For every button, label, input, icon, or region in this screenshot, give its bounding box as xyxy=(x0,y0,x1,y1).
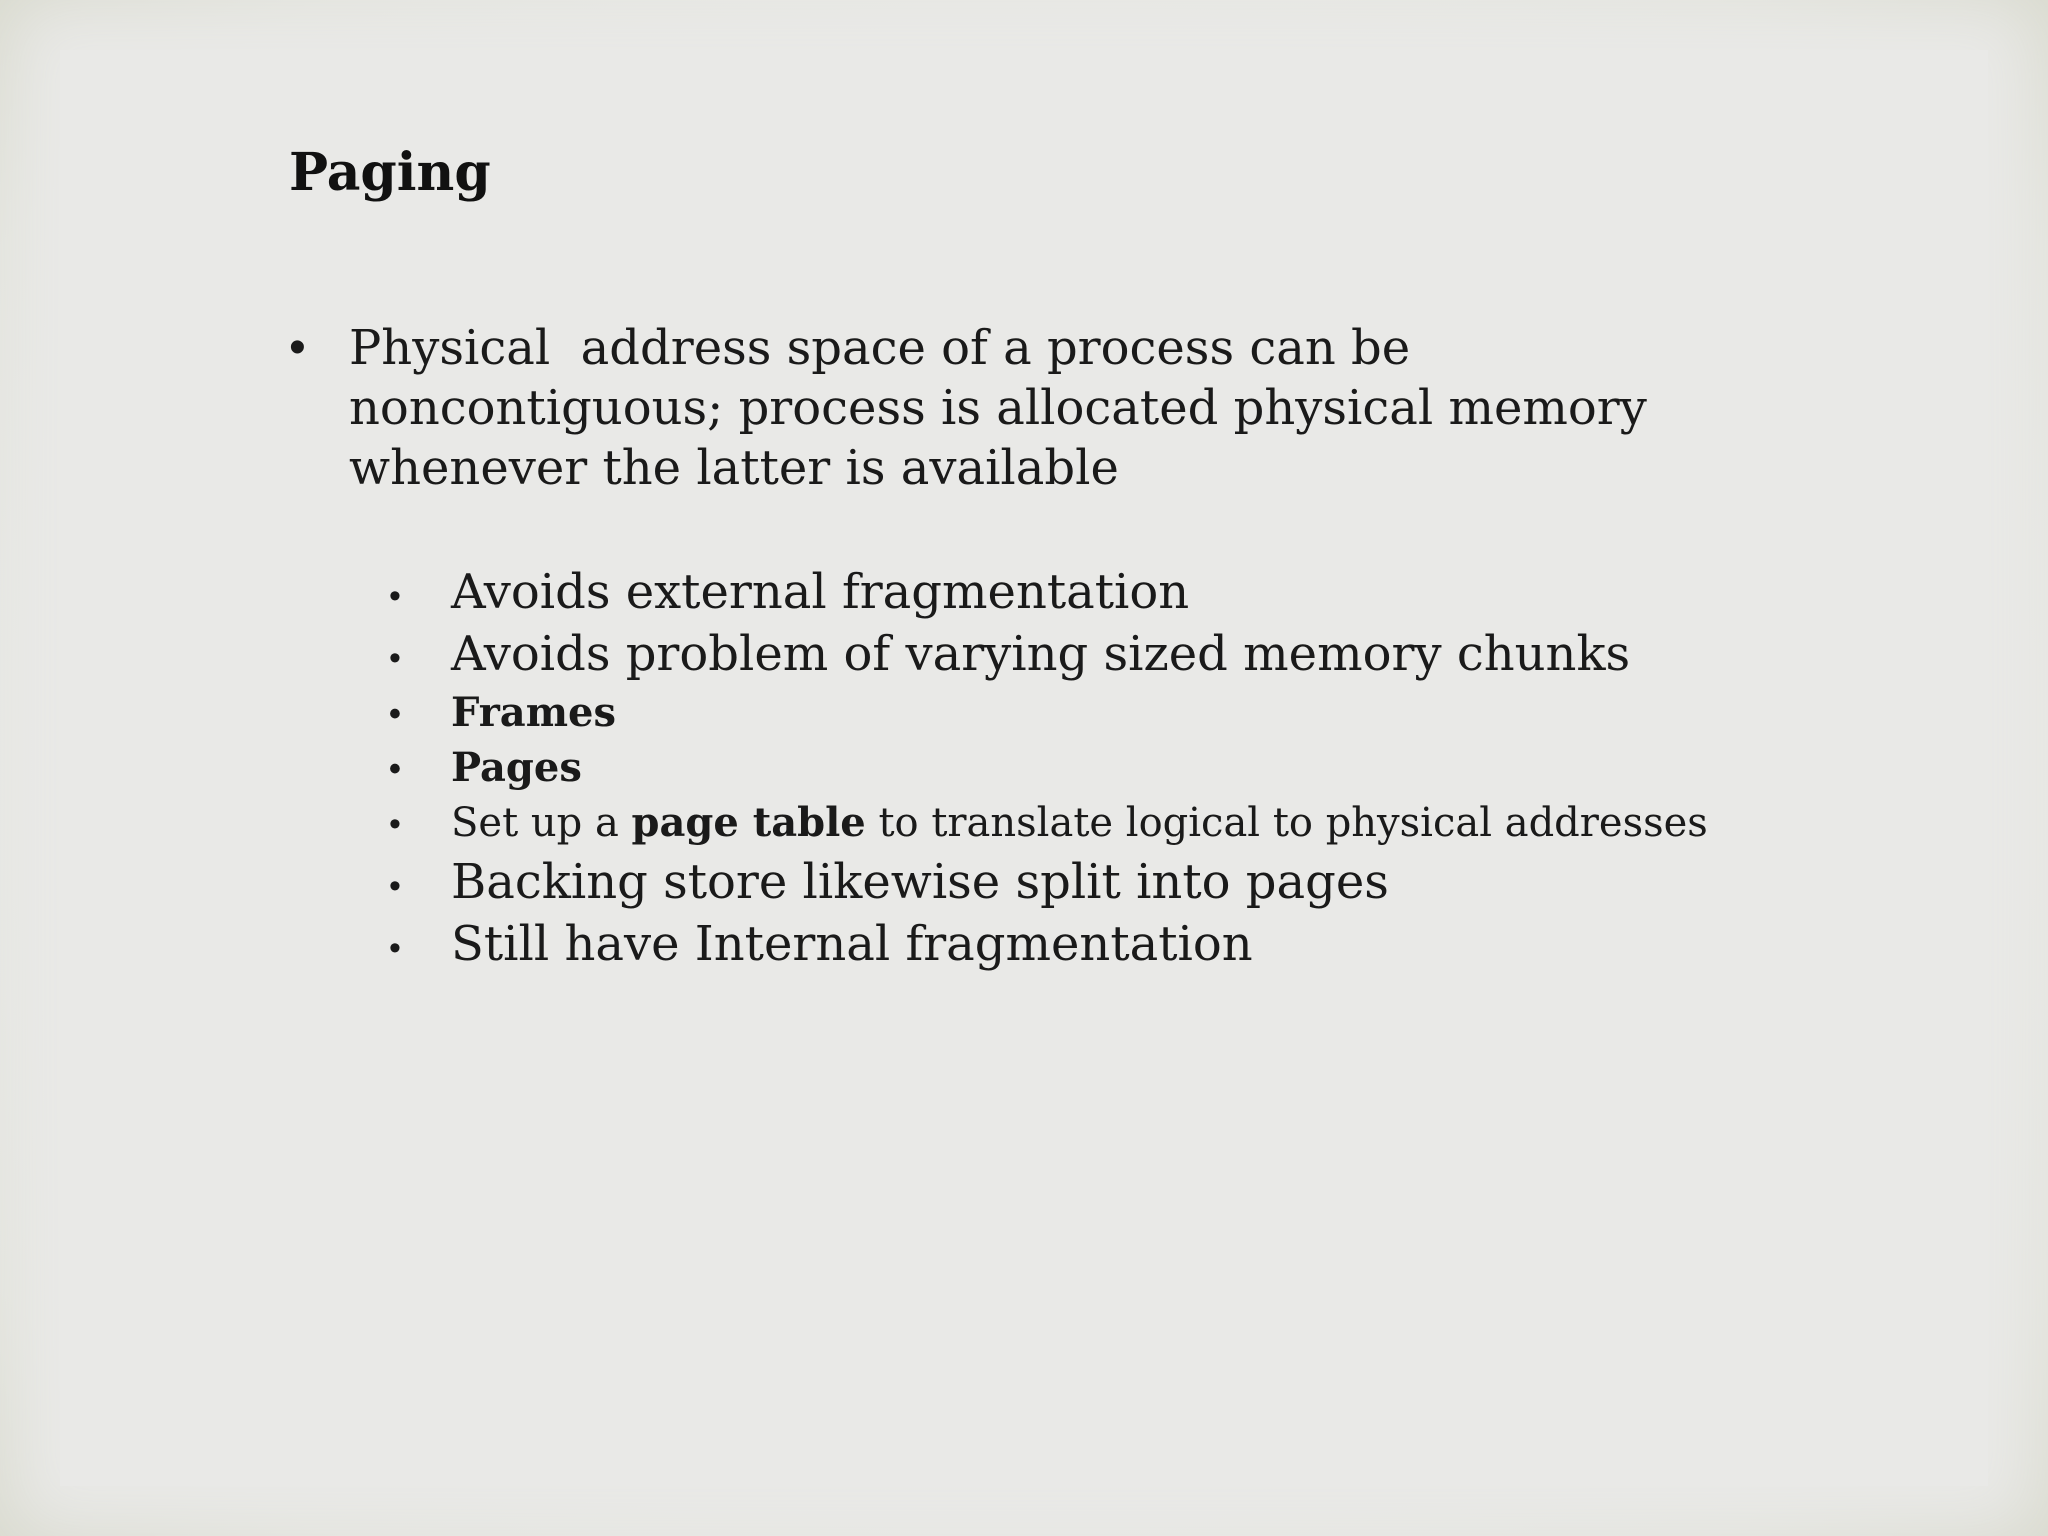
bullet-marker: • xyxy=(389,695,401,733)
sub-bullet-item xyxy=(389,623,1839,685)
sub-bullet-text: Avoids problem of varying sized memory chunks xyxy=(451,626,1631,682)
main-bullet-text: Physical address space of a process can be noncontiguous; process is allocated physical memory whenever the latter is available xyxy=(349,320,1663,496)
sub-bullet-text-after: to translate logical to physical addresses xyxy=(865,800,1708,846)
sub-bullet-item xyxy=(389,913,1839,975)
sub-bullet-item xyxy=(389,685,1839,740)
bullet-marker: • xyxy=(389,750,401,788)
sub-bullet-text: Backing store likewise split into pages xyxy=(451,854,1389,910)
sub-bullet-list xyxy=(389,561,1839,975)
bullet-marker: • xyxy=(389,805,401,843)
bullet-marker: • xyxy=(389,867,401,905)
sub-bullet-text-bold: page table xyxy=(631,799,866,846)
bullet-marker: • xyxy=(389,639,401,677)
sub-bullet-text-before: Set up a xyxy=(451,800,632,846)
main-bullet xyxy=(289,318,1749,498)
slide-title: Paging xyxy=(289,142,491,203)
sub-bullet-item xyxy=(389,561,1839,623)
sub-bullet-text: Avoids external fragmentation xyxy=(451,564,1190,620)
bullet-marker: • xyxy=(289,321,306,374)
bullet-marker: • xyxy=(389,929,401,967)
sub-bullet-item xyxy=(389,851,1839,913)
sub-bullet-text: Frames xyxy=(451,689,616,736)
sub-bullet-item xyxy=(389,795,1839,851)
sub-bullet-text: Pages xyxy=(451,744,582,791)
bullet-marker: • xyxy=(389,577,401,615)
sub-bullet-text: Still have Internal fragmentation xyxy=(451,916,1253,972)
sub-bullet-item xyxy=(389,740,1839,795)
